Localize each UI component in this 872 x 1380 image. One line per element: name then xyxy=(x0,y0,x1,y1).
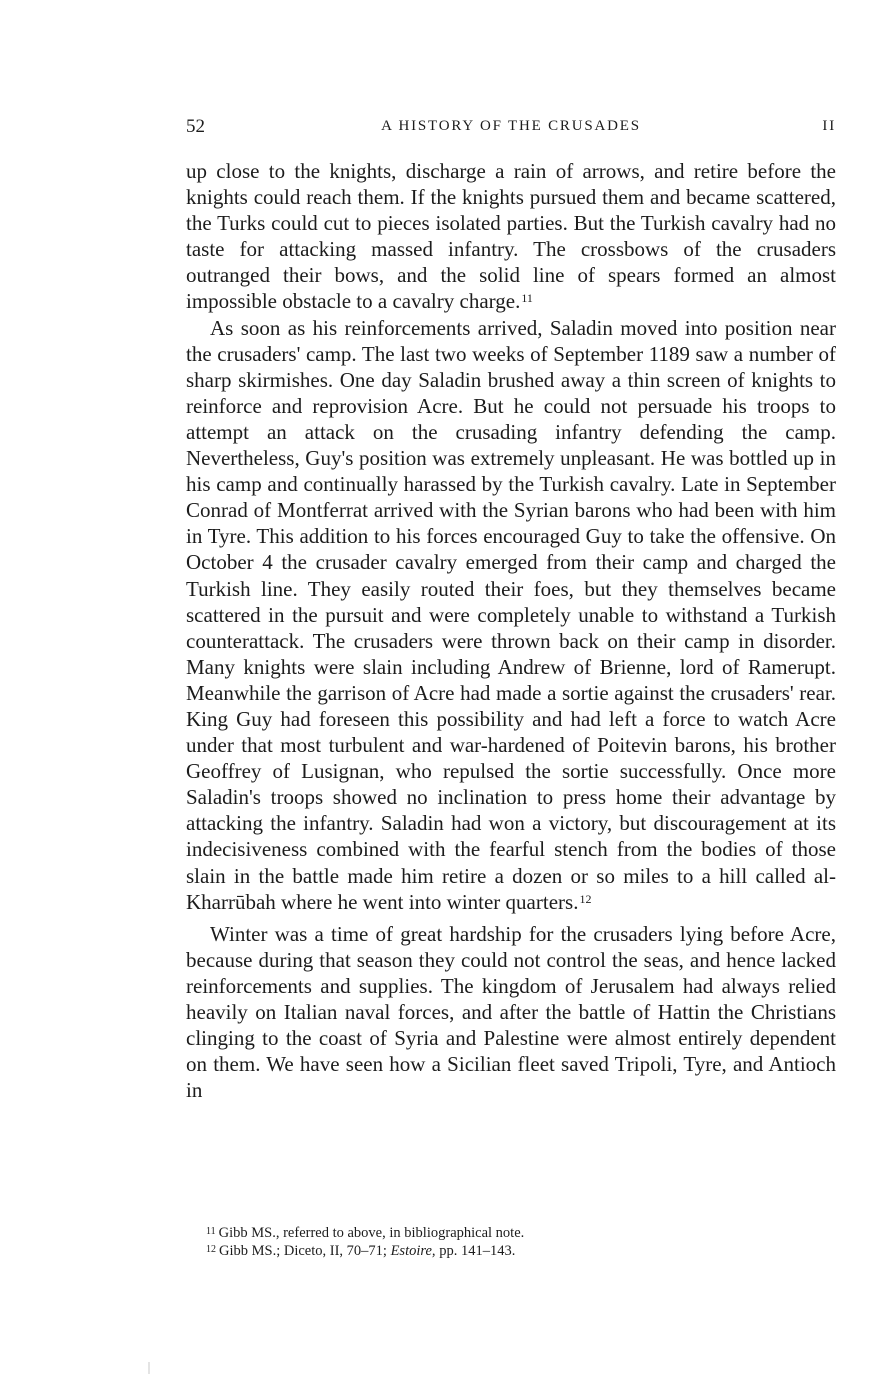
footnote-reference: 12 xyxy=(579,891,592,906)
scan-mark xyxy=(148,1362,150,1374)
footnote-italic-title: Estoire, xyxy=(390,1243,436,1259)
paragraph-text: up close to the knights, discharge a rain of arrows, and retire before the knights could reach them. If the knights pursued them and became scattered, the Turks could cut to pieces isolated parties. But the Turkish cavalry had no taste for attacking massed infantry. The crossbows of the crusaders outranged their bows, and the solid line of spears formed an almost impossible obstacle to a cavalry charge. xyxy=(186,159,836,314)
paragraph-text: Winter was a time of great hardship for the crusaders lying before Acre, because during that season they could not control the seas, and hence lacked reinforcements and supplies. The kingdom of Jerusalem had always relied heavily on Italian naval forces, and after the battle of Hattin the Christians clinging to the coast of Syria and Palestine were almost entirely dependent on them. We have seen how a Sicilian fleet saved Tripoli, Tyre, and Antioch in xyxy=(186,921,836,1103)
running-header xyxy=(186,116,836,138)
footnote-text-end: pp. 141–143. xyxy=(435,1243,516,1259)
footnote-text: Gibb MS.; Diceto, II, 70–71; xyxy=(219,1243,391,1259)
footnote-reference: 11 xyxy=(521,291,533,306)
paragraph xyxy=(186,315,836,915)
body-text xyxy=(186,158,836,1103)
paragraph-text: As soon as his reinforcements arrived, Saladin moved into position near the crusaders' camp. The last two weeks of September 1189 saw a number of sharp skirmishes. One day Saladin brushed away a thin screen of knights to reinforce and reprovision Acre. But he could not persuade his troops to attempt an attack on the crusading infantry defending the camp. Nevertheless, Guy's position was extremely unpleasant. He was bottled up in his camp and continually harassed by the Turkish cavalry. Late in September Conrad of Montferrat arrived with the Syrian barons who had been with him in Tyre. This addition to his forces encouraged Guy to take the offensive. On October 4 the crusader cavalry emerged from their camp and charged the Turkish line. They easily routed their foes, but they themselves became scattered in the pursuit and were completely unable to withstand a Turkish counterattack. The crusaders were thrown back on their camp in disorder. Many knights were slain including Andrew of Brienne, lord of Ramerupt. Meanwhile the garrison of Acre had made a sortie against the crusaders' rear. King Guy had foreseen this possibility and had left a force to watch Acre under that most turbulent and war-hardened of Poitevin barons, his brother Geoffrey of Lusignan, who repulsed the sortie successfully. Once more Saladin's troops showed no inclination to press home their advantage by attacking the infantry. Saladin had won a victory, but discouragement at its indecisiveness combined with the fearful stench from the bodies of those slain in the battle made him retire a dozen or so miles to a hill called al-Kharrūbah where he went into winter quarters. xyxy=(186,315,836,914)
footnote xyxy=(206,1242,826,1260)
footnote-number: 12 xyxy=(206,1244,216,1255)
footnote-text: Gibb MS., referred to above, in bibliographical note. xyxy=(218,1225,525,1241)
footnotes xyxy=(206,1224,826,1260)
paragraph xyxy=(186,158,836,315)
paragraph xyxy=(186,921,836,1104)
page-number: 52 xyxy=(186,116,205,137)
running-title: A HISTORY OF THE CRUSADES xyxy=(381,118,641,134)
footnote xyxy=(206,1224,826,1242)
footnote-number: 11 xyxy=(206,1226,216,1237)
volume-number: II xyxy=(822,118,836,134)
